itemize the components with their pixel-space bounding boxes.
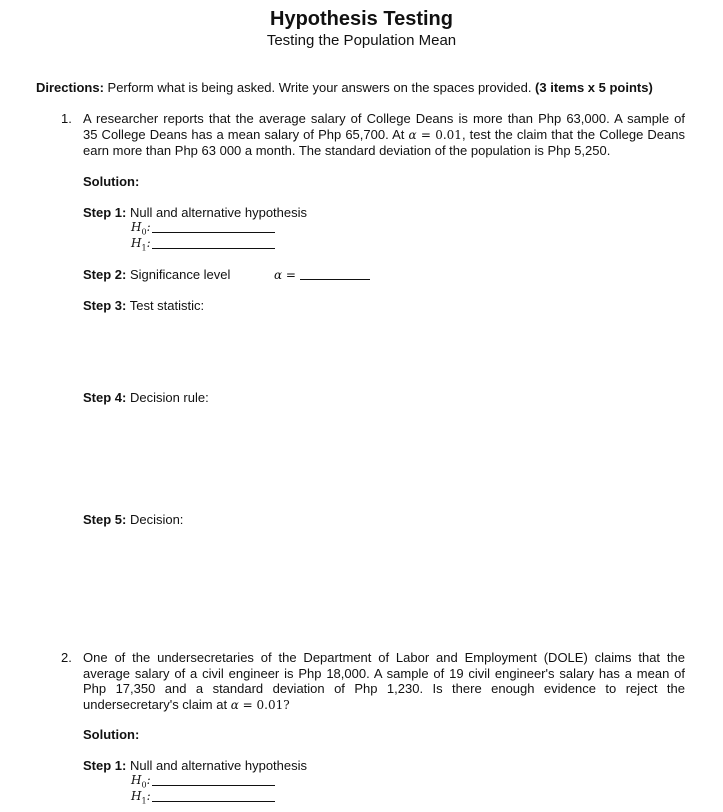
item-1-line-2a: 35 College Deans has a mean salary of Php 65,700. At xyxy=(83,126,409,142)
item-2-question xyxy=(83,650,685,713)
h0-label-2: $H_0$: xyxy=(131,773,151,790)
item-2-line-1: One of the undersecretaries of the Department of Labor and Employment (DOLE) claims that the xyxy=(83,650,685,665)
item-1-line-1: A researcher reports that the average salary of College Deans is more than Php 63,000. A sample of xyxy=(83,111,685,126)
item-2-number: 2. xyxy=(61,650,72,665)
item-1-line-2 xyxy=(83,127,685,144)
h1-answer-line-1[interactable] xyxy=(152,248,275,249)
alpha-value-2: = 0.01? xyxy=(238,697,290,712)
alpha-value: = 0.01 xyxy=(416,127,462,142)
h0-answer-line-1[interactable] xyxy=(152,232,275,233)
directions-text: Perform what is being asked. Write your answers on the spaces provided. xyxy=(103,80,536,95)
step3-heading: Step 3: Test statistic: xyxy=(83,298,205,313)
alpha-label: α = xyxy=(274,268,296,282)
alpha-symbol-2: α xyxy=(230,697,239,712)
page-title: Hypothesis Testing xyxy=(270,8,453,30)
step1-heading-1: Step 1: Null and alternative hypothesis xyxy=(83,205,308,220)
item-1-question xyxy=(83,111,685,159)
step2-heading: Step 2: Significance level xyxy=(83,267,231,282)
item-2-line-4: undersecretary's claim at α = 0.01? xyxy=(83,696,290,712)
h1-answer-line-2[interactable] xyxy=(152,801,275,802)
solution-label-2: Solution: xyxy=(83,727,140,742)
item-2-line-2: average salary of a civil engineer is Php 18,000. A sample of 19 civil engineer's salary has a mean of xyxy=(83,665,685,681)
directions-points: (3 items x 5 points) xyxy=(535,80,653,95)
solution-label-1: Solution: xyxy=(83,174,140,189)
h0-answer-line-2[interactable] xyxy=(152,785,275,786)
step4-heading: Step 4: Decision rule: xyxy=(83,390,209,405)
item-1-number: 1. xyxy=(61,111,72,126)
item-2-line-3: Php 17,350 and a standard deviation of Php 1,230. Is there enough evidence to reject the xyxy=(83,681,685,696)
item-1-line-2b: , test the claim that the College Deans xyxy=(461,126,685,142)
step5-heading: Step 5: Decision: xyxy=(83,512,184,527)
page-subtitle: Testing the Population Mean xyxy=(266,32,457,49)
h1-label-1: $H_1$: xyxy=(131,236,151,253)
h1-label-2: $H_1$: xyxy=(131,789,151,806)
alpha-answer-line[interactable] xyxy=(300,279,370,280)
item-1-line-3: earn more than Php 63 000 a month. The standard deviation of the population is Php 5,250. xyxy=(83,143,611,158)
directions-label: Directions: xyxy=(36,80,104,95)
directions xyxy=(36,80,653,95)
step1-heading-2: Step 1: Null and alternative hypothesis xyxy=(83,758,308,773)
h0-label-1: $H_0$: xyxy=(131,220,151,237)
alpha-symbol: α xyxy=(408,127,417,142)
